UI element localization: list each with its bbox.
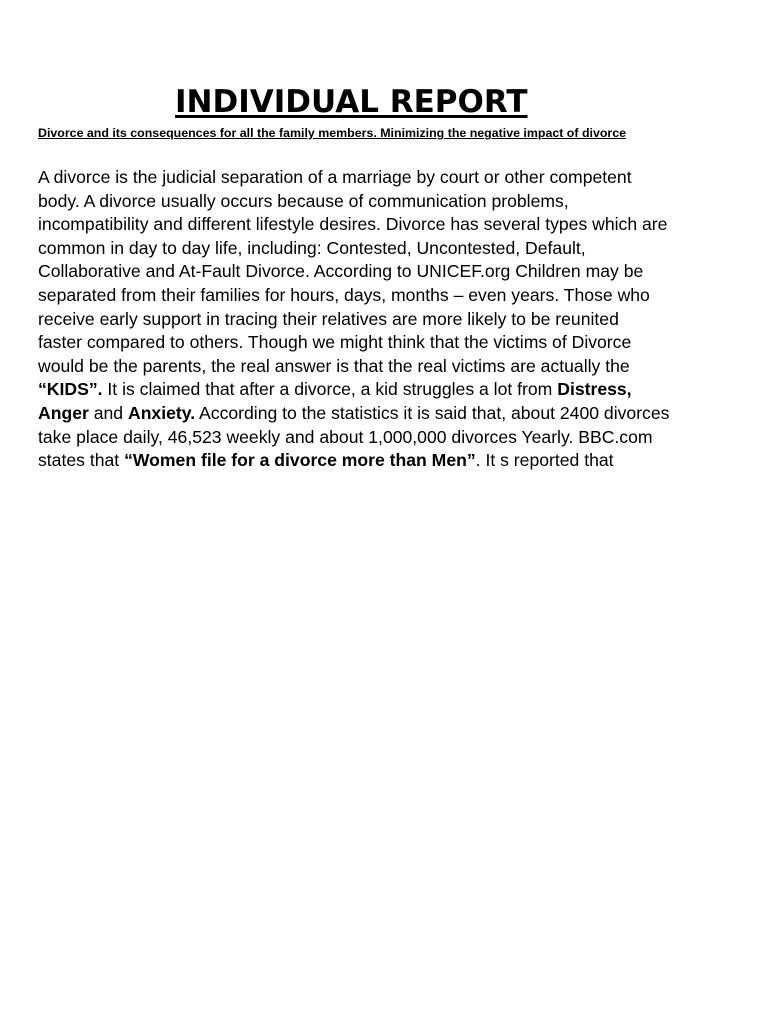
- body-line: take place daily, 46,523 weekly and about 1,000,000 divorces Yearly. BBC.com: [38, 426, 653, 447]
- body-line: would be the parents, the real answer is that the real victims are actually the: [38, 355, 630, 376]
- report-subtitle: Divorce and its consequences for all the family members. Minimizing the negative impact of divorce: [38, 126, 627, 140]
- body-line: A divorce is the judicial separation of a marriage by court or other competent: [38, 167, 632, 187]
- body-line: [38, 378, 738, 402]
- body-line: body. A divorce usually occurs because of communication problems,: [38, 190, 569, 211]
- body-text: . It s reported that: [475, 450, 614, 471]
- body-line: common in day to day life, including: Contested, Uncontested, Default,: [38, 237, 586, 258]
- body-line: Collaborative and At-Fault Divorce. According to UNICEF.org Children may be: [38, 261, 644, 282]
- body-line: [38, 449, 738, 473]
- body-text: According to the statistics it is said that, about 2400 divorces: [195, 402, 670, 423]
- body-line: [38, 402, 738, 426]
- title-container: [175, 83, 528, 121]
- body-line: faster compared to others. Though we might think that the victims of Divorce: [38, 332, 632, 353]
- report-body: [38, 166, 738, 473]
- body-text: and: [88, 402, 128, 423]
- body-text: It is claimed that after a divorce, a kid struggles a lot from: [102, 379, 558, 400]
- emphasis-quote: “Women file for a divorce more than Men”: [124, 450, 476, 471]
- emphasis-anger: Anger: [38, 402, 89, 423]
- emphasis-kids: “KIDS”.: [38, 379, 103, 400]
- body-text: states that: [38, 450, 125, 471]
- emphasis-anxiety: Anxiety.: [127, 402, 196, 423]
- body-line: receive early support in tracing their relatives are more likely to be reunited: [38, 308, 619, 329]
- emphasis-distress: Distress,: [557, 379, 632, 400]
- report-title: INDIVIDUAL REPORT: [175, 84, 528, 120]
- body-line: separated from their families for hours, days, months – even years. Those who: [38, 284, 650, 305]
- body-line: incompatibility and different lifestyle desires. Divorce has several types which are: [38, 214, 668, 235]
